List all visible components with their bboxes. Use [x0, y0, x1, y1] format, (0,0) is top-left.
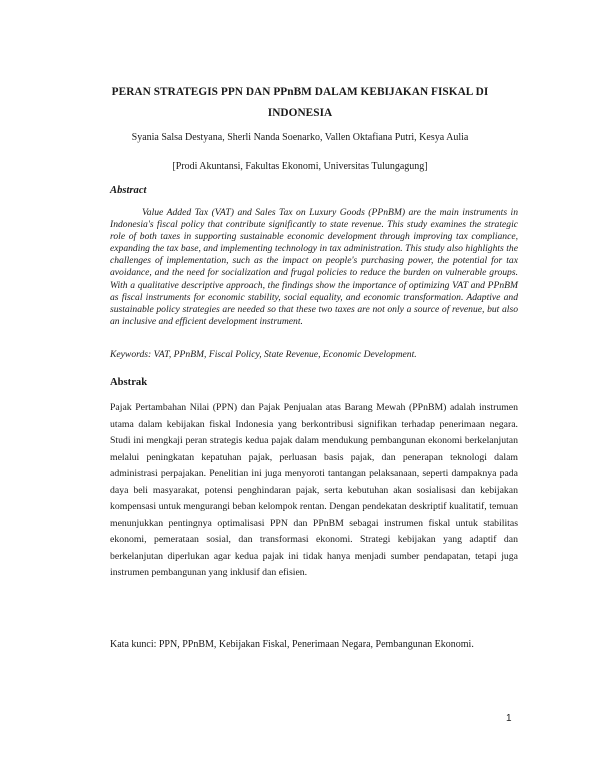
keywords-english: Keywords: VAT, PPnBM, Fiscal Policy, State Revenue, Economic Development. — [110, 349, 417, 360]
keywords-indonesian: Kata kunci: PPN, PPnBM, Kebijakan Fiskal, Penerimaan Negara, Pembangunan Ekonomi. — [110, 639, 474, 650]
abstract-heading: Abstract — [110, 185, 147, 196]
abstrak-body: Pajak Pertambahan Nilai (PPN) dan Pajak Penjualan atas Barang Mewah (PPnBM) adalah instrumen utama dalam kebijakan fiskal Indonesia yang berkontribusi signifikan terhadap penerimaan negara. Studi ini mengkaji peran strategis kedua pajak dalam mendukung pembangunan ekonomi berkelanjutan melalui peningkatan kepatuhan pajak, perluasan basis pajak, dan penerapan teknologi dalam administrasi perpajakan. Penelitian ini juga menyoroti tantangan pelaksanaan, seperti dampaknya pada daya beli masyarakat, potensi penghindaran pajak, serta kebutuhan akan sosialisasi dan kebijakan kompensasi untuk mengurangi beban kelompok rentan. Dengan pendekatan deskriptif kualitatif, temuan menunjukkan pentingnya optimalisasi PPN dan PPnBM sebagai instrumen fiskal untuk stabilitas ekonomi, pemerataan sosial, dan transformasi ekonomi. Strategi kebijakan yang adaptif dan berkelanjutan diperlukan agar kedua pajak ini tidak hanya menjadi sumber pendapatan, tetapi juga instrumen pembangunan yang inklusif dan efisien. — [110, 402, 518, 578]
affiliation: [Prodi Akuntansi, Fakultas Ekonomi, Universitas Tulungagung] — [172, 161, 428, 172]
paper-title: PERAN STRATEGIS PPN DAN PPnBM DALAM KEBIJAKAN FISKAL DI INDONESIA — [111, 86, 489, 119]
author-list: Syania Salsa Destyana, Sherli Nanda Soenarko, Vallen Oktafiana Putri, Kesya Aulia — [131, 132, 469, 143]
abstrak-heading: Abstrak — [110, 377, 148, 388]
page-number: 1 — [506, 713, 512, 724]
abstract-body: Value Added Tax (VAT) and Sales Tax on Luxury Goods (PPnBM) are the main instruments in Indonesia's fiscal policy that contribute significantly to state revenue. This study examines the strategic role of both taxes in supporting sustainable economic development through improving tax compliance, expanding the tax base, and implementing technology in tax administration. This study also highlights the challenges of implementation, such as the impact on people's purchasing power, the potential for tax avoidance, and the need for socialization and frugal policies to reduce the burden on vulnerable groups. With a qualitative descriptive approach, the findings show the importance of optimizing VAT and PPnBM as fiscal instruments for economic stability, social equality, and economic transformation. Adaptive and sustainable policy strategies are needed so that these two taxes are not only a source of revenue, but also an inclusive and efficient development instrument. — [110, 207, 518, 327]
